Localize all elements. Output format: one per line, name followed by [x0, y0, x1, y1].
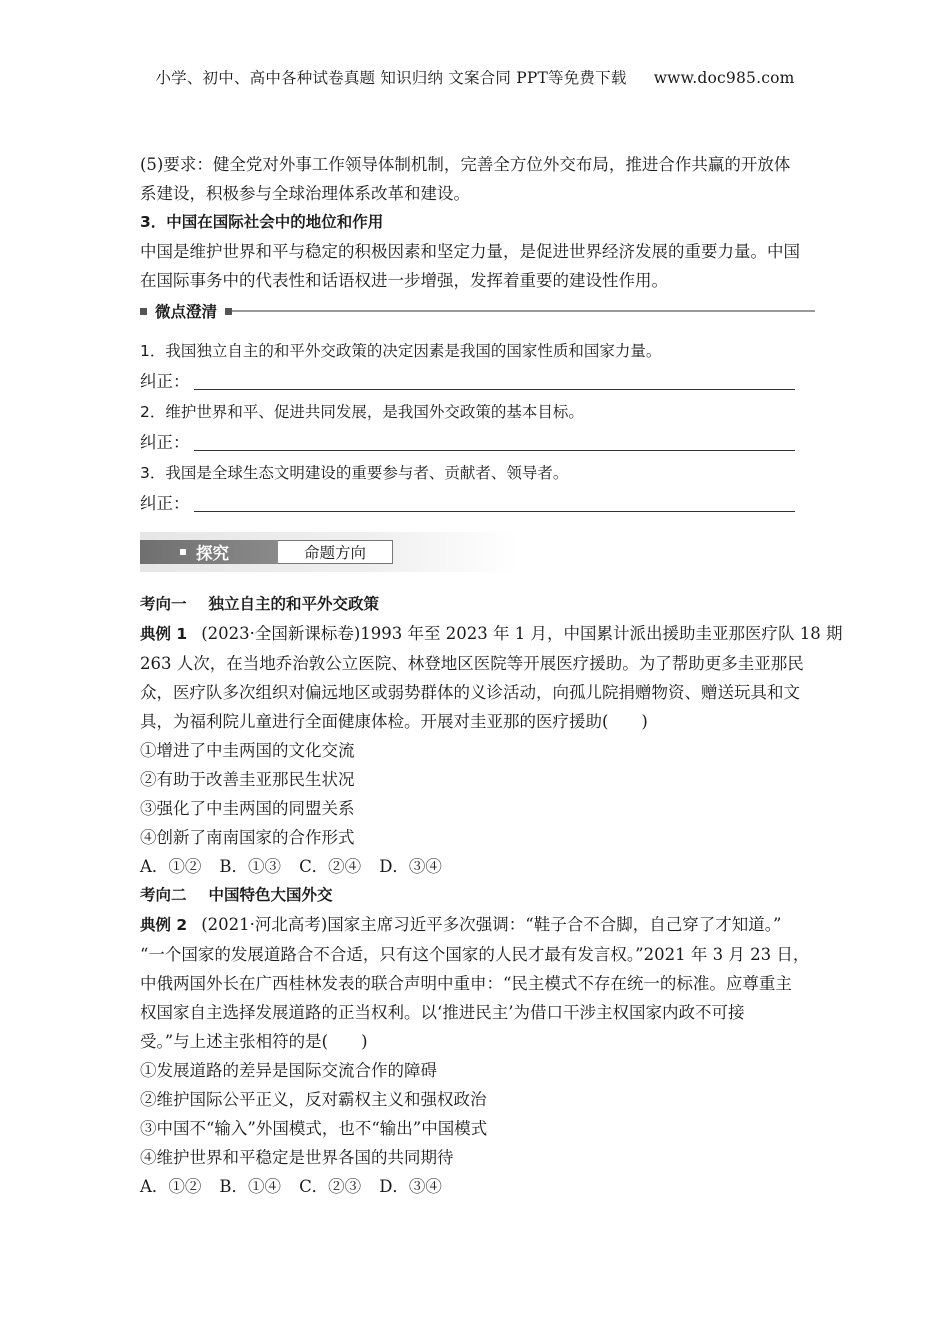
square-bullet-icon — [225, 308, 232, 315]
example-2-option: ④维护世界和平稳定是世界各国的共同期待 — [140, 1148, 454, 1167]
section-3-line-2: 在国际事务中的代表性和话语权进一步增强，发挥着重要的建设性作用。 — [140, 271, 668, 290]
example-1-option: ①增进了中圭两国的文化交流 — [140, 741, 355, 760]
correction-row-1 — [140, 367, 815, 396]
example-2-answers — [140, 1172, 815, 1201]
square-bullet-icon — [180, 549, 186, 555]
example-1-option: ②有助于改善圭亚那民生状况 — [140, 770, 355, 789]
example-2-line: 中俄两国外长在广西桂林发表的联合声明中重申：“民主模式不存在统一的标准。应尊重主 — [140, 974, 792, 993]
example-1-answers — [140, 852, 815, 881]
example-1-line: 263 人次，在当地乔治敦公立医院、林登地区医院等开展医疗援助。为了帮助更多圭亚那民 — [140, 654, 804, 673]
document-body — [140, 150, 843, 1201]
direction-1-label: 考向一 — [140, 595, 187, 613]
answer-choice[interactable]: C．②④ — [299, 857, 362, 876]
example-1 — [140, 619, 843, 736]
page-header — [0, 66, 950, 88]
clarify-heading — [140, 297, 815, 325]
example-2 — [140, 910, 815, 1056]
example-1-option: ③强化了中圭两国的同盟关系 — [140, 799, 355, 818]
answer-choice[interactable]: A．①② — [140, 1177, 202, 1196]
direction-1-heading — [140, 590, 815, 619]
example-2-line: “一个国家的发展道路合不合适，只有这个国家的人民才最有发言权。”2021 年 3 月 23 日， — [140, 945, 810, 964]
example-2-line — [140, 910, 815, 940]
correction-label: 纠正： — [140, 433, 190, 452]
correction-row-2 — [140, 428, 815, 457]
example-1-text: (2023·全国新课标卷)1993 年至 2023 年 1 月，中国累计派出援助圭亚那医疗队 18 期 — [201, 624, 843, 643]
answer-choice[interactable]: C．②③ — [299, 1177, 362, 1196]
proposition-direction-tab — [278, 540, 393, 564]
answer-choice[interactable]: D．③④ — [379, 1177, 442, 1196]
clarify-item-2: 2．维护世界和平、促进共同发展，是我国外交政策的基本目标。 — [140, 403, 584, 421]
clarify-item-1: 1．我国独立自主的和平外交政策的决定因素是我国的国家性质和国家力量。 — [140, 342, 662, 360]
correction-blank[interactable] — [194, 491, 796, 512]
header-text: 小学、初中、高中各种试卷真题 知识归纳 文案合同 PPT等免费下载 — [155, 69, 627, 87]
direction-2-heading — [140, 881, 815, 910]
tab-label: 命题方向 — [303, 544, 366, 562]
example-1-line: 众，医疗队多次组织对偏远地区或弱势群体的义诊活动，向孤儿院捐赠物资、赠送玩具和文 — [140, 683, 800, 702]
example-1-label: 典例 1 — [140, 625, 188, 643]
section-3-line-1: 中国是维护世界和平与稳定的积极因素和坚定力量，是促进世界经济发展的重要力量。中国 — [140, 242, 800, 261]
example-2-label: 典例 2 — [140, 916, 188, 934]
correction-blank[interactable] — [194, 369, 796, 390]
direction-2-title: 中国特色大国外交 — [208, 886, 333, 904]
example-1-option: ④创新了南南国家的合作形式 — [140, 828, 355, 847]
correction-blank[interactable] — [194, 430, 796, 451]
answer-choice[interactable]: D．③④ — [379, 857, 442, 876]
correction-label: 纠正： — [140, 372, 190, 391]
example-2-line: 权国家自主选择发展道路的正当权利。以‘推进民主’为借口干涉主权国家内政不可接 — [140, 1003, 745, 1022]
square-bullet-icon — [140, 308, 147, 315]
example-2-text: (2021·河北高考)国家主席习近平多次强调：“鞋子合不合脚，自己穿了才知道。” — [201, 915, 782, 934]
section-3-title: 3．中国在国际社会中的地位和作用 — [140, 213, 384, 231]
answer-choice[interactable]: B．①③ — [219, 857, 282, 876]
direction-1-title: 独立自主的和平外交政策 — [208, 595, 380, 613]
example-2-option: ③中国不“输入”外国模式，也不“输出”中国模式 — [140, 1119, 488, 1138]
explore-label: 探究 — [196, 544, 229, 563]
example-2-option: ①发展道路的差异是国际交流合作的障碍 — [140, 1061, 437, 1080]
explore-label-box — [140, 540, 278, 564]
answer-choice[interactable]: B．①④ — [219, 1177, 282, 1196]
clarify-item-3: 3．我国是全球生态文明建设的重要参与者、贡献者、领导者。 — [140, 464, 569, 482]
divider — [232, 310, 815, 312]
header-url[interactable]: www.doc985.com — [653, 69, 795, 87]
correction-label: 纠正： — [140, 494, 190, 513]
answer-choice[interactable]: A．①② — [140, 857, 202, 876]
requirement-line-2: 系建设，积极参与全球治理体系改革和建设。 — [140, 184, 470, 203]
clarify-title: 微点澄清 — [155, 303, 218, 321]
example-2-line: 受。”与上述主张相符的是( ) — [140, 1032, 368, 1051]
explore-banner — [140, 532, 518, 572]
requirement-line-1: (5)要求：健全党对外事工作领导体制机制，完善全方位外交布局，推进合作共赢的开放体 — [140, 155, 791, 174]
example-1-line — [140, 619, 843, 649]
example-2-option: ②维护国际公平正义，反对霸权主义和强权政治 — [140, 1090, 487, 1109]
correction-row-3 — [140, 489, 815, 518]
direction-2-label: 考向二 — [140, 886, 187, 904]
example-1-line: 具，为福利院儿童进行全面健康体检。开展对圭亚那的医疗援助( ) — [140, 712, 648, 731]
